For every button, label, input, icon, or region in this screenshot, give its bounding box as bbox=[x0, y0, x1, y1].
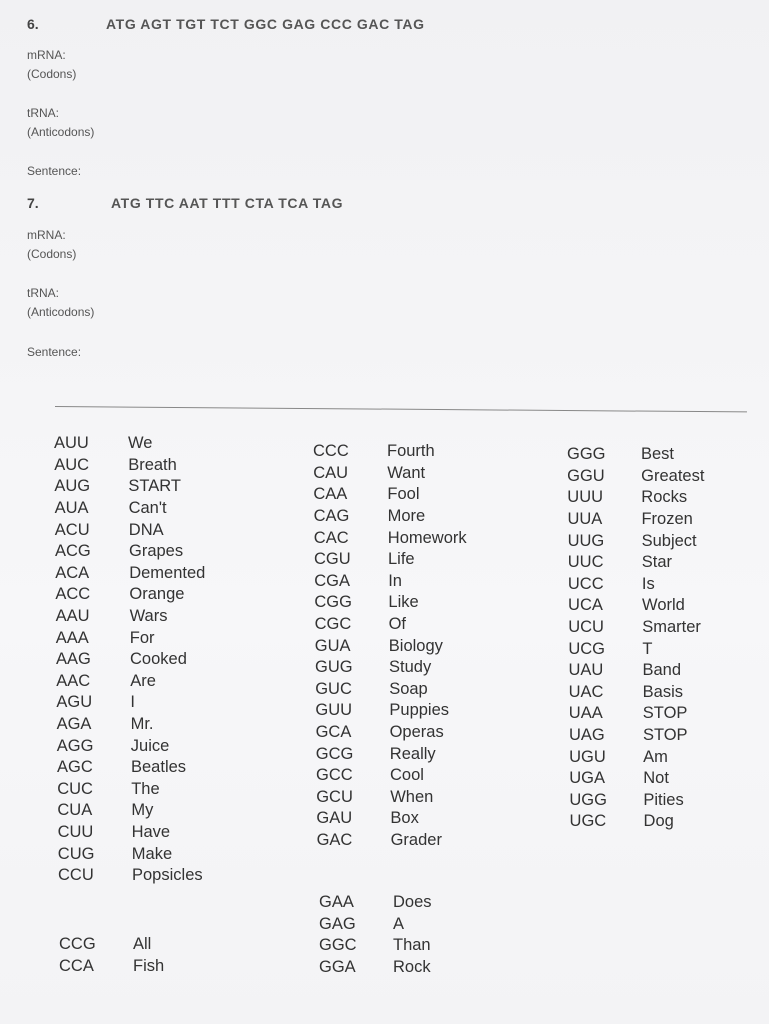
codon: UUG bbox=[567, 531, 605, 550]
codon-word: In bbox=[388, 571, 402, 590]
codon: GUG bbox=[315, 658, 353, 677]
codon-row bbox=[316, 787, 466, 809]
codon-word: Wars bbox=[129, 607, 168, 626]
codon: AAG bbox=[56, 650, 91, 669]
codon-word: Greatest bbox=[641, 466, 705, 485]
codon: AAU bbox=[55, 607, 90, 626]
codon-word: Rock bbox=[393, 958, 431, 977]
codon: GCU bbox=[316, 787, 353, 806]
codon: UCG bbox=[568, 639, 606, 658]
codon-word: Soap bbox=[389, 679, 428, 698]
codon-row bbox=[57, 779, 205, 801]
codon-table-column-1 bbox=[54, 433, 205, 886]
codon: UAC bbox=[568, 682, 604, 701]
codon-word: Juice bbox=[130, 736, 170, 755]
codon-word: We bbox=[128, 434, 153, 453]
codon-word: All bbox=[133, 935, 152, 954]
codon-word: Cool bbox=[390, 766, 424, 785]
codon-row bbox=[58, 843, 206, 865]
divider-line bbox=[55, 406, 747, 412]
codon: CAG bbox=[313, 507, 350, 526]
codon-row bbox=[315, 614, 467, 636]
codon: GCG bbox=[315, 744, 354, 763]
codon-row bbox=[319, 914, 432, 936]
codon-word: Really bbox=[389, 744, 436, 763]
codon-word: Operas bbox=[389, 723, 444, 742]
codon-row bbox=[568, 552, 705, 574]
codon: UAG bbox=[568, 726, 605, 745]
codon-row bbox=[317, 830, 467, 852]
codon: GGA bbox=[319, 958, 356, 977]
codon-word: Puppies bbox=[389, 701, 450, 720]
codon: CUC bbox=[57, 779, 93, 798]
codon-word: For bbox=[129, 628, 155, 647]
codon: CCC bbox=[313, 442, 349, 461]
codon-row bbox=[55, 584, 205, 606]
codon-word: Am bbox=[643, 747, 668, 766]
codon-row bbox=[569, 660, 705, 682]
codon-word: My bbox=[131, 801, 154, 820]
codon: AAA bbox=[55, 628, 89, 647]
codon-row bbox=[569, 703, 705, 725]
codon-row bbox=[57, 757, 205, 779]
codon-word: Life bbox=[388, 550, 415, 569]
codon: CGU bbox=[314, 550, 351, 569]
codon-row bbox=[56, 606, 206, 628]
codon-row bbox=[313, 463, 466, 485]
codon-row bbox=[58, 865, 205, 887]
codon-word: Study bbox=[389, 658, 432, 677]
codon: GCA bbox=[315, 723, 352, 742]
codon-word: Grapes bbox=[129, 542, 184, 561]
codon-row bbox=[569, 768, 704, 790]
codon-word: Best bbox=[641, 445, 675, 464]
codon-word: Make bbox=[131, 844, 173, 863]
codon-row bbox=[567, 466, 704, 488]
codon: AAC bbox=[56, 671, 91, 690]
codon: UGA bbox=[569, 769, 606, 788]
codon-row bbox=[319, 935, 432, 957]
codon-row bbox=[569, 682, 705, 704]
codon-row bbox=[54, 455, 205, 477]
codon: UGU bbox=[569, 747, 606, 766]
codon-row bbox=[314, 571, 466, 593]
codon-word: Have bbox=[131, 822, 171, 841]
codon: CGC bbox=[314, 615, 352, 634]
codon-row bbox=[314, 549, 467, 571]
trna-label: tRNA: bbox=[27, 286, 60, 300]
codon: AGU bbox=[56, 693, 93, 712]
anticodons-label: (Anticodons) bbox=[27, 305, 95, 319]
codon-word: Beatles bbox=[131, 758, 187, 777]
codon-row bbox=[58, 822, 206, 844]
codon-row bbox=[55, 563, 205, 585]
codon-word: Grader bbox=[390, 830, 442, 849]
codon-word: Dog bbox=[643, 812, 674, 831]
codon-word: Mr. bbox=[130, 715, 154, 734]
codon-row bbox=[59, 956, 164, 978]
codon: GUC bbox=[315, 679, 352, 698]
codon-word: Can't bbox=[128, 499, 167, 518]
codon-row bbox=[316, 722, 467, 744]
codon-word: Star bbox=[641, 553, 673, 572]
codon-row bbox=[319, 957, 432, 979]
codon-word: Not bbox=[643, 769, 669, 788]
codon-word: Popsicles bbox=[132, 866, 203, 885]
codon: GAA bbox=[319, 893, 354, 912]
codon-word: Smarter bbox=[642, 618, 701, 637]
sentence-label: Sentence: bbox=[27, 345, 82, 359]
codon: GAG bbox=[319, 914, 356, 933]
codon-row bbox=[316, 743, 467, 765]
codon-word: Than bbox=[393, 936, 431, 955]
codon-word: World bbox=[642, 596, 685, 615]
codon: CCU bbox=[58, 866, 94, 885]
codon: GAU bbox=[316, 809, 353, 828]
codon-row bbox=[316, 765, 467, 787]
codon: ACU bbox=[54, 520, 90, 539]
codon-row bbox=[59, 934, 164, 956]
codon-row bbox=[567, 509, 704, 531]
codon: GGU bbox=[567, 466, 605, 485]
codon-row bbox=[57, 735, 206, 757]
codon-row bbox=[315, 679, 466, 701]
codon: AGG bbox=[56, 736, 94, 755]
codon-word: Frozen bbox=[641, 510, 693, 529]
codon-word: Basis bbox=[642, 682, 683, 701]
codon-row bbox=[568, 574, 705, 596]
codon-word: Band bbox=[642, 661, 682, 680]
codon-row bbox=[55, 519, 206, 541]
codon: AUA bbox=[54, 499, 89, 518]
codon-row bbox=[569, 746, 704, 768]
codon-row bbox=[569, 725, 704, 747]
dna-sequence: ATG TTC AAT TTT CTA TCA TAG bbox=[111, 195, 344, 211]
codon: AGC bbox=[57, 758, 93, 777]
codon-word: Like bbox=[388, 593, 419, 612]
codon: UCU bbox=[568, 618, 604, 637]
codon: UUC bbox=[567, 553, 604, 572]
codons-label: (Codons) bbox=[27, 247, 77, 261]
codon-row bbox=[570, 811, 705, 833]
codon-word: Box bbox=[390, 809, 419, 828]
codon-row bbox=[315, 657, 467, 679]
codon: AUU bbox=[54, 434, 89, 453]
codon-word: The bbox=[131, 779, 160, 798]
codon: CUU bbox=[57, 822, 94, 841]
codon: AGA bbox=[56, 715, 92, 734]
codon: UCC bbox=[567, 574, 604, 593]
codon-word: STOP bbox=[642, 704, 688, 723]
codon-word: START bbox=[128, 477, 181, 496]
codon-word: Fool bbox=[387, 485, 420, 504]
codon-word: A bbox=[393, 914, 405, 933]
codon-word: When bbox=[390, 787, 434, 806]
codon-row bbox=[315, 635, 467, 657]
codon-row bbox=[315, 700, 466, 722]
codon-row bbox=[569, 790, 704, 812]
codon-row bbox=[314, 592, 466, 614]
codon-word: Rocks bbox=[641, 488, 688, 507]
codon: UAA bbox=[568, 704, 603, 723]
codon-row bbox=[567, 487, 704, 509]
dna-sequence: ATG AGT TGT TCT GGC GAG CCC GAC TAG bbox=[106, 16, 425, 32]
codon-row bbox=[56, 692, 205, 714]
codon-word: Homework bbox=[387, 528, 467, 547]
codon-word: Subject bbox=[641, 531, 697, 550]
codon: UUU bbox=[567, 488, 604, 507]
codon-word: DNA bbox=[128, 520, 164, 539]
codon-word: STOP bbox=[642, 726, 688, 745]
mrna-label: mRNA: bbox=[27, 228, 66, 242]
codon-word: Are bbox=[130, 671, 156, 690]
codon-word: Cooked bbox=[130, 650, 187, 669]
codon: CGA bbox=[314, 571, 350, 590]
codons-label: (Codons) bbox=[27, 67, 77, 81]
codon: GUA bbox=[314, 636, 351, 655]
codon-word: T bbox=[642, 639, 653, 658]
codon: UCA bbox=[568, 596, 603, 615]
codon-row bbox=[568, 530, 705, 552]
codon-word: Breath bbox=[128, 455, 177, 474]
codon-row bbox=[54, 476, 205, 498]
codon: CAA bbox=[313, 485, 348, 504]
anticodons-label: (Anticodons) bbox=[27, 125, 95, 139]
codon-row bbox=[314, 506, 467, 528]
codon: CCG bbox=[59, 935, 96, 954]
codon: CAC bbox=[313, 528, 349, 547]
codon-row bbox=[55, 541, 205, 563]
codon: UGC bbox=[569, 812, 607, 831]
codon-table-column-1-bottom bbox=[59, 934, 164, 977]
codon: GCC bbox=[316, 766, 353, 785]
codon-table-column-2 bbox=[313, 441, 467, 851]
codon-row bbox=[568, 617, 704, 639]
codon-word: Is bbox=[641, 574, 655, 593]
codon-row bbox=[316, 808, 466, 830]
codon-row bbox=[567, 444, 704, 466]
codon: CCA bbox=[59, 956, 94, 975]
problem-number: 6. bbox=[27, 16, 39, 32]
codon-row bbox=[319, 892, 432, 914]
codon: ACG bbox=[55, 542, 91, 561]
codon-table-column-2-bottom bbox=[319, 892, 432, 978]
codon: AUG bbox=[54, 477, 91, 496]
codon: ACC bbox=[55, 585, 91, 604]
codon: UAU bbox=[568, 661, 604, 680]
problem-number: 7. bbox=[27, 195, 39, 211]
codon-row bbox=[568, 638, 704, 660]
codon-table-column-3 bbox=[567, 444, 704, 833]
codon-row bbox=[56, 627, 206, 649]
codon: CUA bbox=[57, 801, 93, 820]
codon: UGG bbox=[569, 790, 607, 809]
codon-word: Orange bbox=[129, 585, 185, 604]
codon-word: Of bbox=[388, 615, 407, 634]
codon-row bbox=[56, 649, 205, 671]
codon: GAC bbox=[316, 830, 353, 849]
codon-word: More bbox=[387, 507, 426, 526]
codon: GUU bbox=[315, 701, 353, 720]
codon-word: Demented bbox=[129, 563, 206, 582]
codon-word: Does bbox=[393, 893, 432, 912]
mrna-label: mRNA: bbox=[27, 48, 66, 62]
codon-row bbox=[57, 714, 206, 736]
codon-row bbox=[57, 800, 205, 822]
codon-row bbox=[314, 527, 467, 549]
codon-row bbox=[54, 433, 205, 455]
codon: UUA bbox=[567, 510, 603, 529]
codon-row bbox=[313, 484, 466, 506]
trna-label: tRNA: bbox=[27, 106, 60, 120]
codon: CAU bbox=[313, 463, 349, 482]
codon-row bbox=[313, 441, 467, 463]
codon: CGG bbox=[314, 593, 352, 612]
codon: ACA bbox=[55, 563, 90, 582]
codon: AUC bbox=[54, 455, 90, 474]
codon: GGC bbox=[319, 936, 357, 955]
codon-row bbox=[55, 498, 206, 520]
codon-word: Fourth bbox=[387, 442, 435, 461]
codon: GGG bbox=[567, 445, 606, 464]
codon-word: Fish bbox=[133, 956, 165, 975]
codon: CUG bbox=[57, 844, 95, 863]
codon-row bbox=[568, 595, 704, 617]
codon-word: I bbox=[130, 693, 135, 712]
codon-word: Pities bbox=[643, 790, 684, 809]
codon-row bbox=[56, 671, 205, 693]
codon-word: Want bbox=[387, 463, 426, 482]
sentence-label: Sentence: bbox=[27, 164, 82, 178]
codon-word: Biology bbox=[388, 636, 443, 655]
